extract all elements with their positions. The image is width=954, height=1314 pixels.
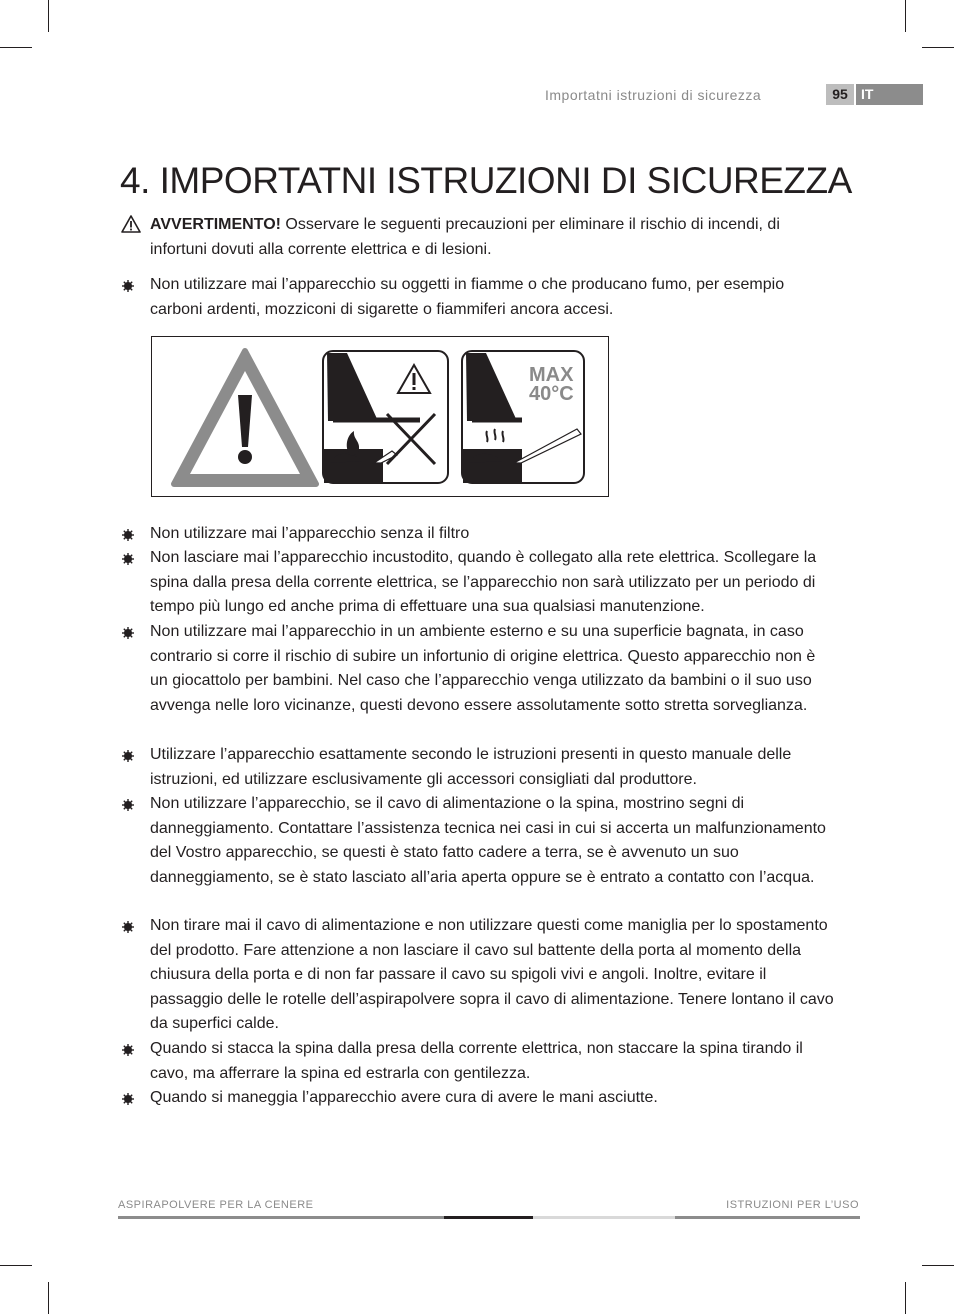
list-item: Non lasciare mai l’apparecchio incustodito, quando è collegato alla rete elettrica. Scollegare la spina dalla presa della corrente elettrica, se l’apparecchio non sarà utilizzato per un periodo di tempo più lungo ed anche prima di effettuare una sua qualsiasi manutenzione. xyxy=(150,549,817,615)
bullet-icon xyxy=(121,1092,135,1106)
list-item: Non tirare mai il cavo di alimentazione e non utilizzare questi come maniglia per lo spostamento del prodotto. Fare attenzione a non lasciare il cavo sul battente della porta al momento della chiusura della porta e di non far passare il cavo su spigoli vivi e angoli. Inoltre, evitare il passaggio delle le rotelle dell’aspirapolvere sopra il cavo di alimentazione. Tenere lontano il cavo da superfici calde. xyxy=(150,917,834,1032)
warning-triangle-icon xyxy=(121,215,141,233)
footer-rule xyxy=(444,1216,533,1219)
safety-illustration xyxy=(151,336,609,497)
warning-paragraph xyxy=(150,213,830,262)
list-item: Quando si maneggia l’apparecchio avere cura di avere le mani asciutte. xyxy=(150,1089,658,1106)
page-number: 95 xyxy=(826,84,854,105)
footer-product: ASPIRAPOLVERE PER LA CENERE xyxy=(118,1199,314,1211)
crop-mark xyxy=(922,47,954,48)
bullet-icon xyxy=(121,920,135,934)
crop-mark xyxy=(48,1282,49,1314)
bullet-icon xyxy=(121,626,135,640)
list-item: Utilizzare l’apparecchio esattamente secondo le istruzioni presenti in questo manuale delle istruzioni, ed utilizzare esclusivamente gli accessori consigliati dal produttore. xyxy=(150,746,792,788)
list-item: Quando si stacca la spina dalla presa della corrente elettrica, non staccare la spina tirando il cavo, ma afferrare la spina ed estrarla con gentilezza. xyxy=(150,1040,803,1082)
bullet-icon xyxy=(121,1043,135,1057)
page-title: 4. IMPORTATNI ISTRUZIONI DI SICUREZZA xyxy=(120,160,852,201)
list-item: Non utilizzare l’apparecchio, se il cavo di alimentazione o la spina, mostrino segni di danneggiamento. Contattare l’assistenza tecnica nei casi in cui si accerta un malfunzionamento del Vostro apparecchio, se questi è stato fatto cadere a terra, se è avvenuto un suo danneggiamento, se è stato lasciato all’aria aperta oppure se è entrato a contatto con l’acqua. xyxy=(150,795,826,886)
crop-mark xyxy=(0,47,32,48)
bullet-icon xyxy=(121,279,135,293)
footer-rule xyxy=(533,1216,675,1219)
warning-label: AVVERTIMENTO! xyxy=(150,216,281,233)
max-temperature-label: MAX xyxy=(529,364,574,386)
crop-mark xyxy=(922,1265,954,1266)
crop-mark xyxy=(48,0,49,32)
temperature-value: 40°C xyxy=(529,383,574,405)
bullet-icon xyxy=(121,528,135,542)
crop-mark xyxy=(0,1265,32,1266)
list-item: Non utilizzare mai l’apparecchio su oggetti in fiamme o che producano fumo, per esempio carboni ardenti, mozziconi di sigarette o fiammiferi ancora accesi. xyxy=(150,276,785,318)
bullet-icon xyxy=(121,552,135,566)
warning-text: Osservare le seguenti precauzioni per eliminare il rischio di incendi, di infortuni dovuti alla corrente elettrica e di lesioni. xyxy=(150,216,780,258)
running-header: Importatni istruzioni di sicurezza xyxy=(545,87,762,103)
footer-rule xyxy=(675,1216,860,1219)
crop-mark xyxy=(905,1282,906,1314)
bullet-icon xyxy=(121,749,135,763)
bullet-icon xyxy=(121,798,135,812)
hazard-warning-sign xyxy=(152,337,608,495)
list-item: Non utilizzare mai l’apparecchio senza il filtro xyxy=(150,525,470,542)
crop-mark xyxy=(905,0,906,32)
footer-rule xyxy=(118,1216,444,1219)
language-tab: IT xyxy=(856,84,923,105)
footer-manual: ISTRUZIONI PER L’USO xyxy=(726,1199,859,1211)
list-item: Non utilizzare mai l’apparecchio in un ambiente esterno e su una superficie bagnata, in caso contrario si corre il rischio di subire un infortunio di origine elettrica. Questo apparecchio non è un giocattolo per bambini. Nel caso che l’apparecchio venga utilizzato da bambini o il suo uso avvenga nelle loro vicinanze, questi devono essere assolutamente sotto stretta sorveglianza. xyxy=(150,623,816,714)
